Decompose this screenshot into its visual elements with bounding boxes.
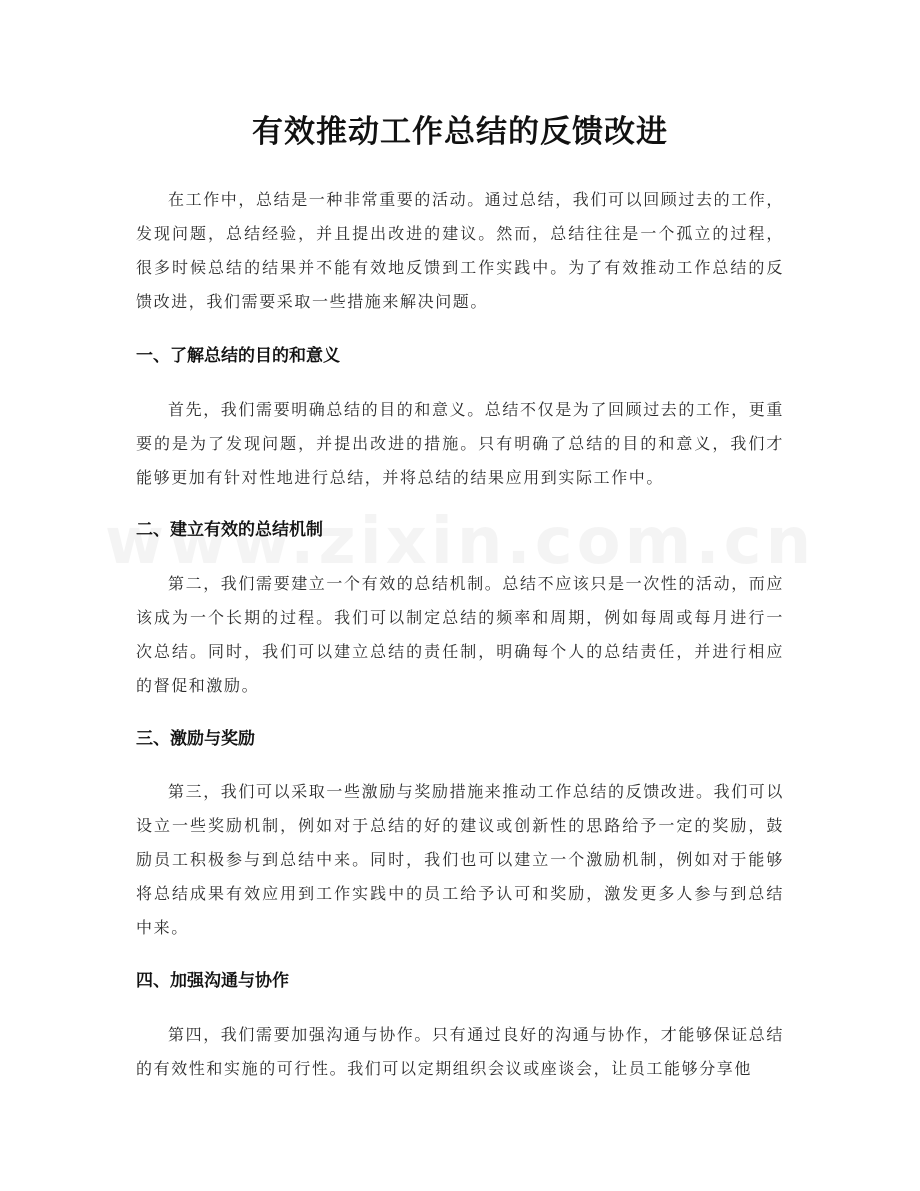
section-heading-2: 二、建立有效的总结机制 xyxy=(136,520,323,540)
section-heading-3: 三、激励与奖励 xyxy=(136,729,255,749)
intro-paragraph: 在工作中，总结是一种非常重要的活动。通过总结，我们可以回顾过去的工作，发现问题，总结经验，并且提出改进的建议。然而，总结往往是一个孤立的过程，很多时候总结的结果并不能有效地反馈到工作实践中。为了有效推动工作总结的反馈改进，我们需要采取一些措施来解决问题。 xyxy=(136,190,785,311)
section-body-4: 第四，我们需要加强沟通与协作。只有通过良好的沟通与协作，才能够保证总结的有效性和实施的可行性。我们可以定期组织会议或座谈会，让员工能够分享他 xyxy=(136,1025,785,1078)
section-body-1: 首先，我们需要明确总结的目的和意义。总结不仅是为了回顾过去的工作，更重要的是为了发现问题，并提出改进的措施。只有明确了总结的目的和意义，我们才能够更加有针对性地进行总结，并将总结的结果应用到实际工作中。 xyxy=(136,400,785,487)
section-heading-4: 四、加强沟通与协作 xyxy=(136,971,289,991)
section-heading-1: 一、了解总结的目的和意义 xyxy=(136,346,340,366)
section-body-2: 第二，我们需要建立一个有效的总结机制。总结不应该只是一次性的活动，而应该成为一个长期的过程。我们可以制定总结的频率和周期，例如每周或每月进行一次总结。同时，我们可以建立总结的责任制，明确每个人的总结责任，并进行相应的督促和激励。 xyxy=(136,574,785,695)
section-body-3: 第三，我们可以采取一些激励与奖励措施来推动工作总结的反馈改进。我们可以设立一些奖励机制，例如对于总结的好的建议或创新性的思路给予一定的奖励，鼓励员工积极参与到总结中来。同时，我们也可以建立一个激励机制，例如对于能够将总结成果有效应用到工作实践中的员工给予认可和奖励，激发更多人参与到总结中来。 xyxy=(136,782,785,937)
document-title: 有效推动工作总结的反馈改进 xyxy=(252,114,668,150)
